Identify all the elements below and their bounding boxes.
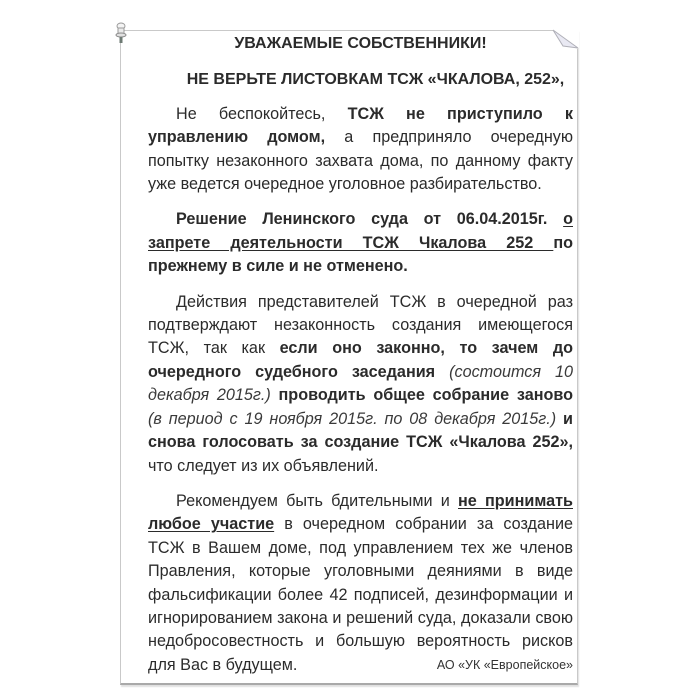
- bold-text: по прежнему в силе и не отменено.: [148, 233, 573, 276]
- text-span: а предприняло очередную попытку незаконного захвата дома, по данному факту уже ведется очередное уголовное разбирательство.: [148, 128, 573, 194]
- pushpin-icon: [113, 22, 129, 46]
- paragraph-1: [148, 103, 573, 197]
- notice-content: [148, 31, 573, 677]
- underlined-text: о запрете деятельности ТСЖ Чкалова 252: [148, 210, 573, 252]
- underlined-text: не принимать любое участие: [148, 491, 573, 534]
- bold-text: и снова голосовать за создание ТСЖ «Чкалова 252»,: [148, 409, 574, 452]
- bold-text: проводить общее собрание заново: [270, 386, 573, 405]
- paragraph-3: [148, 291, 573, 478]
- paragraph-2: [148, 208, 573, 278]
- italic-text: (состоится 10 декабря 2015г.): [148, 362, 574, 405]
- text-span: Действия представителей ТСЖ в очередной раз подтверждают незаконность создания имеющегося ТСЖ, так как: [148, 292, 573, 358]
- bold-text: Решение Ленинского суда от 06.04.2015г.: [176, 210, 564, 229]
- notice-title: УВАЖАЕМЫЕ СОБСТВЕННИКИ!: [234, 35, 487, 52]
- notice-subtitle: НЕ ВЕРЬТЕ ЛИСТОВКАМ ТСЖ «ЧКАЛОВА, 252»,: [186, 71, 565, 89]
- bold-text: ТСЖ не приступило к управлению домом,: [148, 104, 573, 147]
- notice-sheet: [120, 30, 578, 685]
- text-span: что следует из их объявлений.: [148, 456, 379, 475]
- italic-text: (в период с 19 ноября 2015г. по 08 декабря 2015г.): [148, 409, 557, 428]
- text-span: в очередном собрании за создание ТСЖ в Вашем доме, под управлением тех же членов Правления, которые уголовными деяниями в виде фальсификации более 42 подписей, дезинформации и игнорированием закона и решений суда, доказали свою недобросовестность и большую вероятность рисков для Вас в будущем.: [148, 515, 573, 674]
- bold-text: если оно законно, то зачем до очередного судебного заседания: [148, 339, 573, 381]
- text-span: Не беспокойтесь,: [176, 104, 348, 123]
- text-span: Рекомендуем быть бдительными и: [176, 491, 458, 510]
- paragraph-4: [148, 490, 573, 677]
- signature: АО «УК «Европейское»: [436, 658, 573, 672]
